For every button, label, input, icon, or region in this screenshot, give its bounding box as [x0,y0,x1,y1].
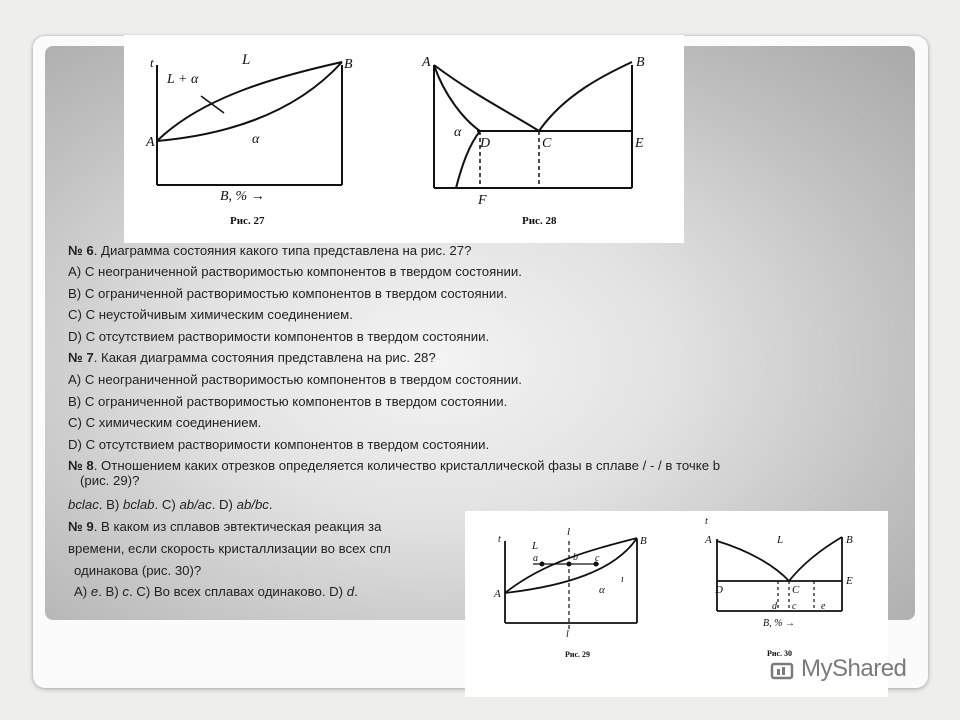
q7-option-a: А) С неограниченной растворимостью компонентов в твердом состоянии. [68,372,522,387]
q9-line3: одинакова (рис. 30)? [74,563,202,578]
q8-title-line2: (рис. 29)? [80,473,140,488]
fig29-a-label: a [533,553,538,564]
q8-answers [68,497,273,513]
fig30-D-label: D [715,584,723,596]
fig29-alpha-label: α [599,584,605,596]
myshared-watermark: MyShared [801,655,907,682]
q9-title [68,519,381,535]
fig27-alpha-label: α [252,132,260,147]
fig29-b-label: b [573,552,578,563]
fig29-B-label: B [640,535,647,547]
myshared-logo-icon [770,660,796,682]
q8-sep1: . В) [98,497,123,512]
fig29-tick-label: ı [621,574,624,585]
figure-30 [717,537,842,611]
q9-number: № 9 [68,519,94,534]
fig30-C-label: C [792,584,800,596]
fig27-caption: Рис. 27 [230,215,265,227]
q6-option-d: D) С отсутствием растворимости компонентов в твердом состоянии. [68,329,490,344]
fig28-C-label: C [542,136,552,151]
q9-answer-d: d [346,584,355,599]
q8-answer-d: ab/bc [236,497,269,512]
fig29-c-label: c [595,553,600,564]
q8-sep3: . D) [211,497,237,512]
figures-27-28 [124,35,684,243]
fig28-caption: Рис. 28 [522,215,557,227]
q6-option-a: А) С неограниченной растворимостью компонентов в твердом состоянии. [68,264,522,279]
fig27-axis-label: B, % → [220,189,265,204]
q9-pre: А) [74,584,91,599]
fig30-axis-label: B, % → [763,618,795,629]
fig30-L-label: L [777,534,784,546]
figure-29 [505,538,637,631]
q9-answer-e: е [90,584,99,599]
fig27-A-label: A [146,135,155,150]
fig30-e-label: e [821,601,826,612]
q6-text: . Диаграмма состояния какого типа представлена на рис. 27? [93,243,472,258]
fig30-A-label: A [705,534,712,546]
fig29-l-bottom-label: l [566,629,569,640]
fig28-D-label: D [480,136,491,151]
q9-end: . [354,584,358,599]
fig28-E-label: E [635,136,644,151]
fig28-A-label: A [422,55,431,70]
fig29-l-top-label: l [567,526,571,538]
fig30-E-label: E [846,575,853,587]
q7-option-b: В) С ограниченной растворимостью компонентов в твердом состоянии. [68,394,508,409]
q7-text: . Какая диаграмма состояния представлена на рис. 28? [93,350,436,365]
fig28-F-label: F [478,193,487,208]
figure-28 [434,62,632,188]
q9-answer-c: с [122,584,129,599]
q8-answer-b: bclab [122,497,155,512]
q8-answer-c: ab/ac [179,497,212,512]
fig30-caption: Рис. 30 [767,649,793,658]
q8-number: № 8 [68,458,94,473]
q7-number: № 7 [68,350,94,365]
q8-end: . [268,497,273,512]
q9-sep2: . С) Во всех сплавах одинаково. D) [128,584,347,599]
fig30-d-label: d [772,601,777,612]
fig28-alpha-label: α [454,125,462,140]
q6-option-c: С) С неустойчивым химическим соединением. [68,307,353,322]
q9-line2: времени, если скорость кристаллизации во всех спл [68,541,391,556]
fig30-B-label: B [846,534,853,546]
q7-title [68,350,436,366]
fig29-t-label: t [498,534,501,545]
q6-title [68,243,471,259]
fig30-c-label: c [792,601,797,612]
fig29-L-label: L [532,540,539,552]
q7-option-c: С) С химическим соединением. [68,415,262,430]
q6-number: № 6 [68,243,94,258]
q9-answers [74,584,358,600]
q7-option-d: D) С отсутствием растворимости компонентов в твердом состоянии. [68,437,490,452]
fig27-L-alpha-label: L + α [167,72,199,87]
q8-sep2: . С) [154,497,180,512]
figure-27-28-svg [124,35,684,243]
q9-sep1: . В) [98,584,123,599]
fig30-t-label: t [705,516,708,527]
q9-text: . В каком из сплавов эвтектическая реакция за [93,519,382,534]
q8-answer-a: bclac [68,497,99,512]
fig27-t-label: t [150,55,154,70]
q8-title [68,458,720,474]
fig27-B-label: B [344,57,353,72]
fig29-caption: Рис. 29 [565,650,591,659]
fig29-point-b [567,562,572,567]
q8-text: . Отношением каких отрезков определяется количество кристаллической фазы в сплаве / - / в точке b [93,458,721,473]
fig29-point-a [540,562,545,567]
fig27-L-label: L [242,52,251,68]
q6-option-b: В) С ограниченной растворимостью компонентов в твердом состоянии. [68,286,508,301]
fig29-A-label: A [494,588,501,600]
fig28-B-label: B [636,55,645,70]
